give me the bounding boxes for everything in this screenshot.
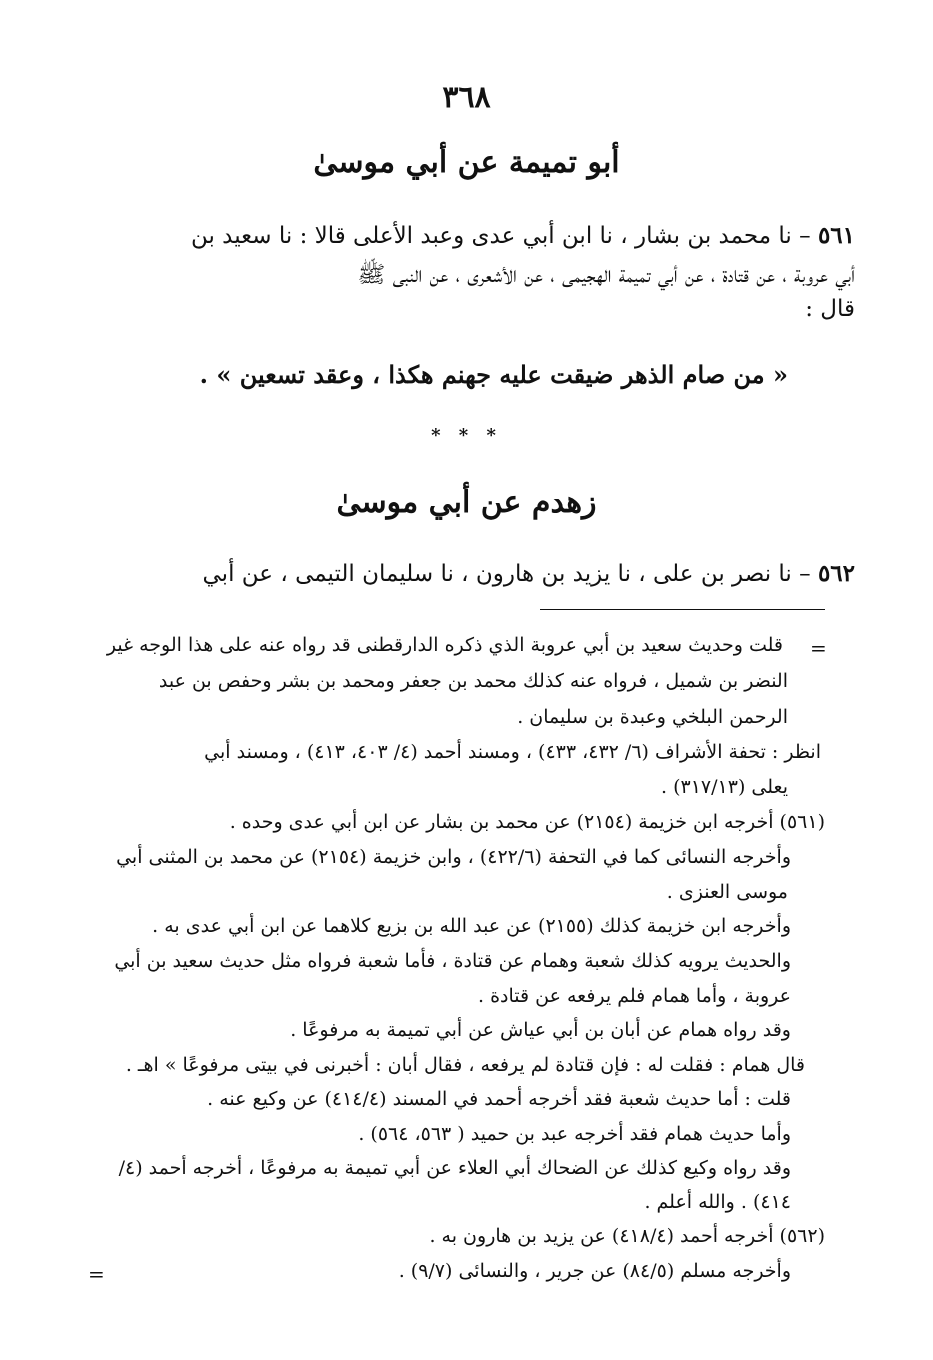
footnote-line: وقد رواه وكيع كذلك عن الضحاك أبي العلاء عن أبي تميمة به مرفوعًا ، أخرجه أحمد (٤/ (118, 1157, 791, 1179)
footnote-line: وقد رواه همام عن أبان بن أبي عياش عن أبي تميمة به مرفوعًا . (290, 1019, 791, 1041)
hadith-562-line-1 (203, 560, 855, 587)
hadith-561-line-1 (191, 222, 855, 249)
hadith-number-562: ٥٦٢ (817, 560, 855, 587)
hadith-561-line-2: أبي عروبة ، عن قتادة ، عن أبي تميمة الهجيمى ، عن الأشعرى ، عن النبى ﷺ (357, 262, 855, 288)
section-heading-zahdam: زهدم عن أبي موسىٰ (336, 485, 597, 520)
footnote-line: عروبة ، وأما همام فلم يرفعه عن قتادة . (478, 985, 791, 1007)
footnote-line: وأخرجه النسائى كما في التحفة (٤٢٢/٦) ، وابن خزيمة (٢١٥٤) عن محمد بن المثنى أبي (116, 846, 791, 868)
footnote-line: وأخرجه ابن خزيمة كذلك (٢١٥٥) عن عبد الله بن بزيع كلاهما عن ابن أبي عدى به . (152, 915, 791, 937)
footnote-line: ٤١٤) . والله أعلم . (644, 1191, 791, 1213)
footnote-line: وأخرجه مسلم (٨٤/٥) عن جرير ، والنسائى (٩/٧) . (398, 1260, 791, 1282)
hadith-561-line-3: قال : (805, 296, 855, 322)
footnote-line: يعلى (٣١٧/١٣) . (661, 776, 788, 798)
footnote-line: قلت وحديث سعيد بن أبي عروبة الذي ذكره الدارقطنى قد رواه عنه على هذا الوجه غير (106, 634, 783, 656)
footnote-line: قال همام : فقلت له : فإن قتادة لم يرفعه ، فقال أبان : أخبرنى في بيتى مرفوعًا » اهـ . (125, 1054, 805, 1076)
page-number: ٣٦٨ (442, 80, 491, 115)
footnote-line: موسى العنزى . (666, 881, 788, 903)
footnote-line: والحديث يرويه كذلك شعبة وهمام عن قتادة ، فأما شعبة فرواه مثل حديث سعيد بن أبي (114, 950, 791, 972)
footnote-line: الرحمن البلخي وعبدة بن سليمان . (517, 706, 788, 728)
footnote-line: انظر : تحفة الأشراف (٦/ ٤٣٢، ٤٣٣) ، ومسند أحمد (٤/ ٤٠٣، ٤١٣) ، ومسند أبي (204, 741, 821, 763)
footnote-line: وأما حديث همام فقد أخرجه عبد بن حميد ( ٥٦٣، ٥٦٤) . (358, 1123, 791, 1145)
footnote-line: قلت : أما حديث شعبة فقد أخرجه أحمد في المسند (٤١٤/٤) عن وكيع عنه . (207, 1088, 791, 1110)
hadith-562-text-1: – نا نصر بن على ، نا يزيد بن هارون ، نا سليمان التيمى ، عن أبي (202, 561, 811, 587)
continuation-mark-bottom: = (88, 1262, 105, 1286)
footnote-line: (٥٦١) أخرجه ابن خزيمة (٢١٥٤) عن محمد بن بشار عن ابن أبي عدى وحده . (229, 811, 825, 833)
footnote-line: (٥٦٢) أخرجه أحمد (٤١٨/٤) عن يزيد بن هارون به . (429, 1225, 825, 1247)
hadith-number-561: ٥٦١ (817, 222, 855, 249)
footnote-line: النضر بن شميل ، فرواه عنه كذلك محمد بن جعفر ومحمد بن بشر وحفص بن عبد (158, 670, 788, 692)
footnote-divider (540, 609, 825, 610)
hadith-561-quote: « من صام الذهر ضيقت عليه جهنم هكذا ، وعقد تسعين » . (199, 360, 788, 389)
section-separator: * * * (431, 425, 502, 446)
hadith-561-text-1: – نا محمد بن بشار ، نا ابن أبي عدى وعبد الأعلى قالا : نا سعيد بن (190, 223, 811, 249)
section-heading-abu-tamima: أبو تميمة عن أبي موسىٰ (313, 145, 620, 180)
continuation-mark-top: = (810, 636, 827, 660)
